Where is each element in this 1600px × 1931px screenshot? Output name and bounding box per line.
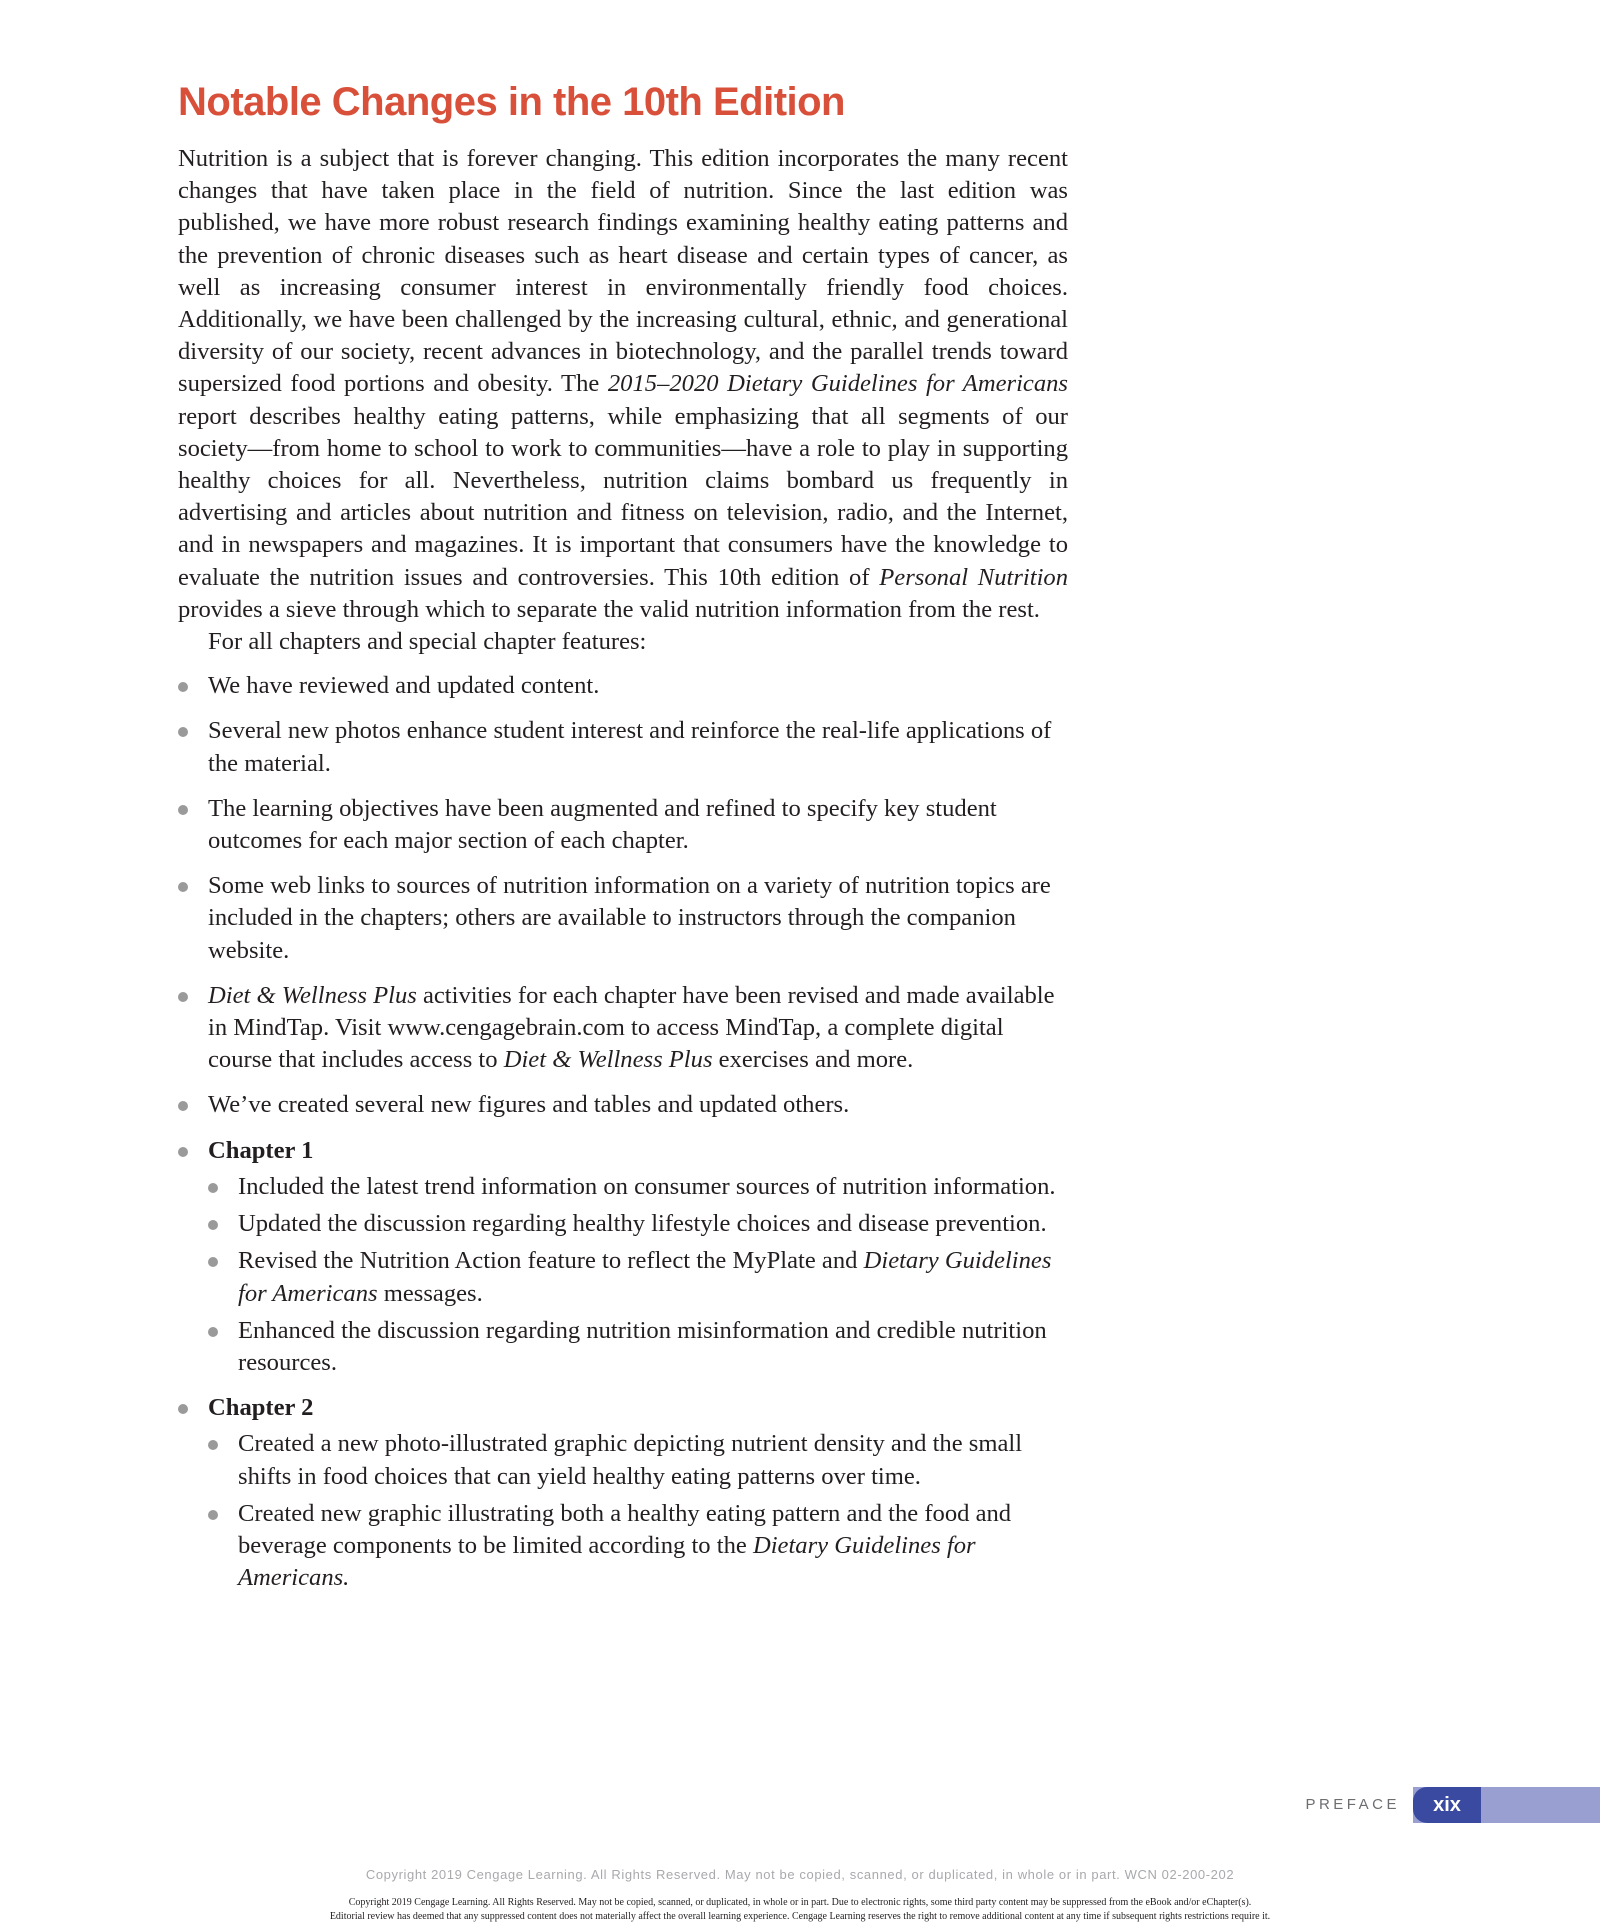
list-item: Updated the discussion regarding healthy lifestyle choices and disease prevention. bbox=[208, 1208, 1068, 1240]
chapter-1-section bbox=[178, 1135, 1068, 1379]
fineprint bbox=[0, 1896, 1600, 1924]
page-heading: Notable Changes in the 10th Edition bbox=[178, 80, 845, 124]
fineprint-line-1: Copyright 2019 Cengage Learning. All Rights Reserved. May not be copied, scanned, or duplicated, in whole or in part. Due to electronic rights, some third party content may be suppressed from the eBook and/or eChapter(s). bbox=[348, 1897, 1252, 1908]
list-item: Some web links to sources of nutrition information on a variety of nutrition topics are included in the chapters; others are available to instructors through the companion website. bbox=[178, 870, 1068, 967]
fineprint-line-2: Editorial review has deemed that any suppressed content does not materially affect the overall learning experience. Cengage Learning reserves the right to remove additional content at any time if subsequent rights restrictions require it. bbox=[329, 1911, 1271, 1922]
changes-list bbox=[178, 670, 1068, 1594]
intro-paragraph: Nutrition is a subject that is forever changing. This edition incorporates the many recent changes that have taken place in the field of nutrition. Since the last edition was published, we have more robust research findings examining healthy eating patterns and the prevention of chronic diseases such as heart disease and certain types of cancer, as well as increasing consumer interest in environmentally friendly food choices. Additionally, we have been challenged by the increasing cultural, ethnic, and generational diversity of our society, recent advances in biotechnology, and the parallel trends toward supersized food portions and obesity. The 2015–2020 Dietary Guidelines for Americans report describes healthy eating patterns, while emphasizing that all segments of our society—from home to school to work to communities—have a role to play in supporting healthy choices for all. Nevertheless, nutrition claims bombard us frequently in advertising and articles about nutrition and fitness on television, radio, and the Internet, and in newspapers and magazines. It is important that consumers have the knowledge to evaluate the nutrition issues and controversies. This 10th edition of Personal Nutrition provides a sieve through which to separate the valid nutrition information from the rest. bbox=[178, 145, 1068, 623]
list-item: Included the latest trend information on consumer sources of nutrition information. bbox=[208, 1171, 1068, 1203]
page-number: xix bbox=[1413, 1787, 1481, 1823]
list-item: Several new photos enhance student interest and reinforce the real-life applications of the material. bbox=[178, 715, 1068, 779]
list-item: Revised the Nutrition Action feature to reflect the MyPlate and Dietary Guidelines for Americans messages. bbox=[208, 1245, 1068, 1309]
chapter-2-list bbox=[208, 1428, 1068, 1594]
main-content bbox=[178, 143, 1068, 1607]
list-item: Created new graphic illustrating both a healthy eating pattern and the food and beverage components to be limited according to the Dietary Guidelines for Americans. bbox=[208, 1498, 1068, 1595]
list-item: Diet & Wellness Plus activities for each chapter have been revised and made available in MindTap. Visit www.cengagebrain.com to access MindTap, a complete digital course that includes access to Diet & Wellness Plus exercises and more. bbox=[178, 980, 1068, 1077]
chapter-2-section bbox=[178, 1392, 1068, 1594]
chapter-2-title: Chapter 2 bbox=[208, 1394, 314, 1422]
list-item: Enhanced the discussion regarding nutrition misinformation and credible nutrition resources. bbox=[208, 1315, 1068, 1379]
chapter-1-title: Chapter 1 bbox=[208, 1136, 314, 1164]
list-item: We have reviewed and updated content. bbox=[178, 670, 1068, 702]
chapter-1-list bbox=[208, 1171, 1068, 1379]
list-item: We’ve created several new figures and tables and updated others. bbox=[178, 1089, 1068, 1121]
list-item: The learning objectives have been augmented and refined to specify key student outcomes for each major section of each chapter. bbox=[178, 793, 1068, 857]
list-item: Created a new photo-illustrated graphic depicting nutrient density and the small shifts in food choices that can yield healthy eating patterns over time. bbox=[208, 1428, 1068, 1492]
lead-in-text: For all chapters and special chapter features: bbox=[208, 628, 647, 656]
section-label: PREFACE bbox=[1305, 1796, 1400, 1813]
copyright-line: Copyright 2019 Cengage Learning. All Rights Reserved. May not be copied, scanned, or duplicated, in whole or in part. WCN 02-200-202 bbox=[365, 1867, 1235, 1882]
